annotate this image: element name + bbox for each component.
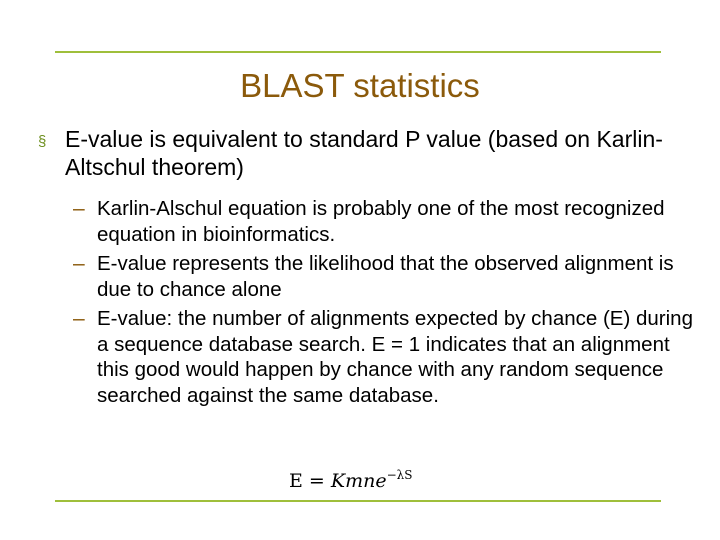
bullet-marker-icon: § xyxy=(38,133,47,150)
dash-marker-icon: – xyxy=(73,197,85,220)
sub-bullet-text: E-value: the number of alignments expected by chance (E) during a sequence database search. E = 1 indicates that an alignment this good would happen by chance with any random sequence searched against the same database. xyxy=(97,307,693,407)
bottom-rule xyxy=(55,500,661,502)
sub-bullet-list xyxy=(73,196,693,412)
main-bullet-text: E-value is equivalent to standard P value (based on Karlin-Altschul theorem) xyxy=(65,126,663,180)
dash-marker-icon: – xyxy=(73,252,85,275)
slide-title: BLAST statistics xyxy=(240,67,480,104)
equation-exponent: −λS xyxy=(386,468,413,482)
sub-bullet xyxy=(73,251,693,302)
equation-base: Kmne xyxy=(330,470,387,492)
sub-bullet xyxy=(73,196,693,247)
dash-marker-icon: – xyxy=(73,307,85,330)
sub-bullet-text: Karlin-Alschul equation is probably one of the most recognized equation in bioinformatics. xyxy=(97,197,665,246)
sub-bullet xyxy=(73,306,693,408)
sub-bullet-text: E-value represents the likelihood that the observed alignment is due to chance alone xyxy=(97,252,674,301)
evalue-equation xyxy=(289,464,412,492)
equation-lhs: E = xyxy=(289,470,331,492)
top-rule xyxy=(55,51,661,53)
main-bullet xyxy=(38,125,678,181)
